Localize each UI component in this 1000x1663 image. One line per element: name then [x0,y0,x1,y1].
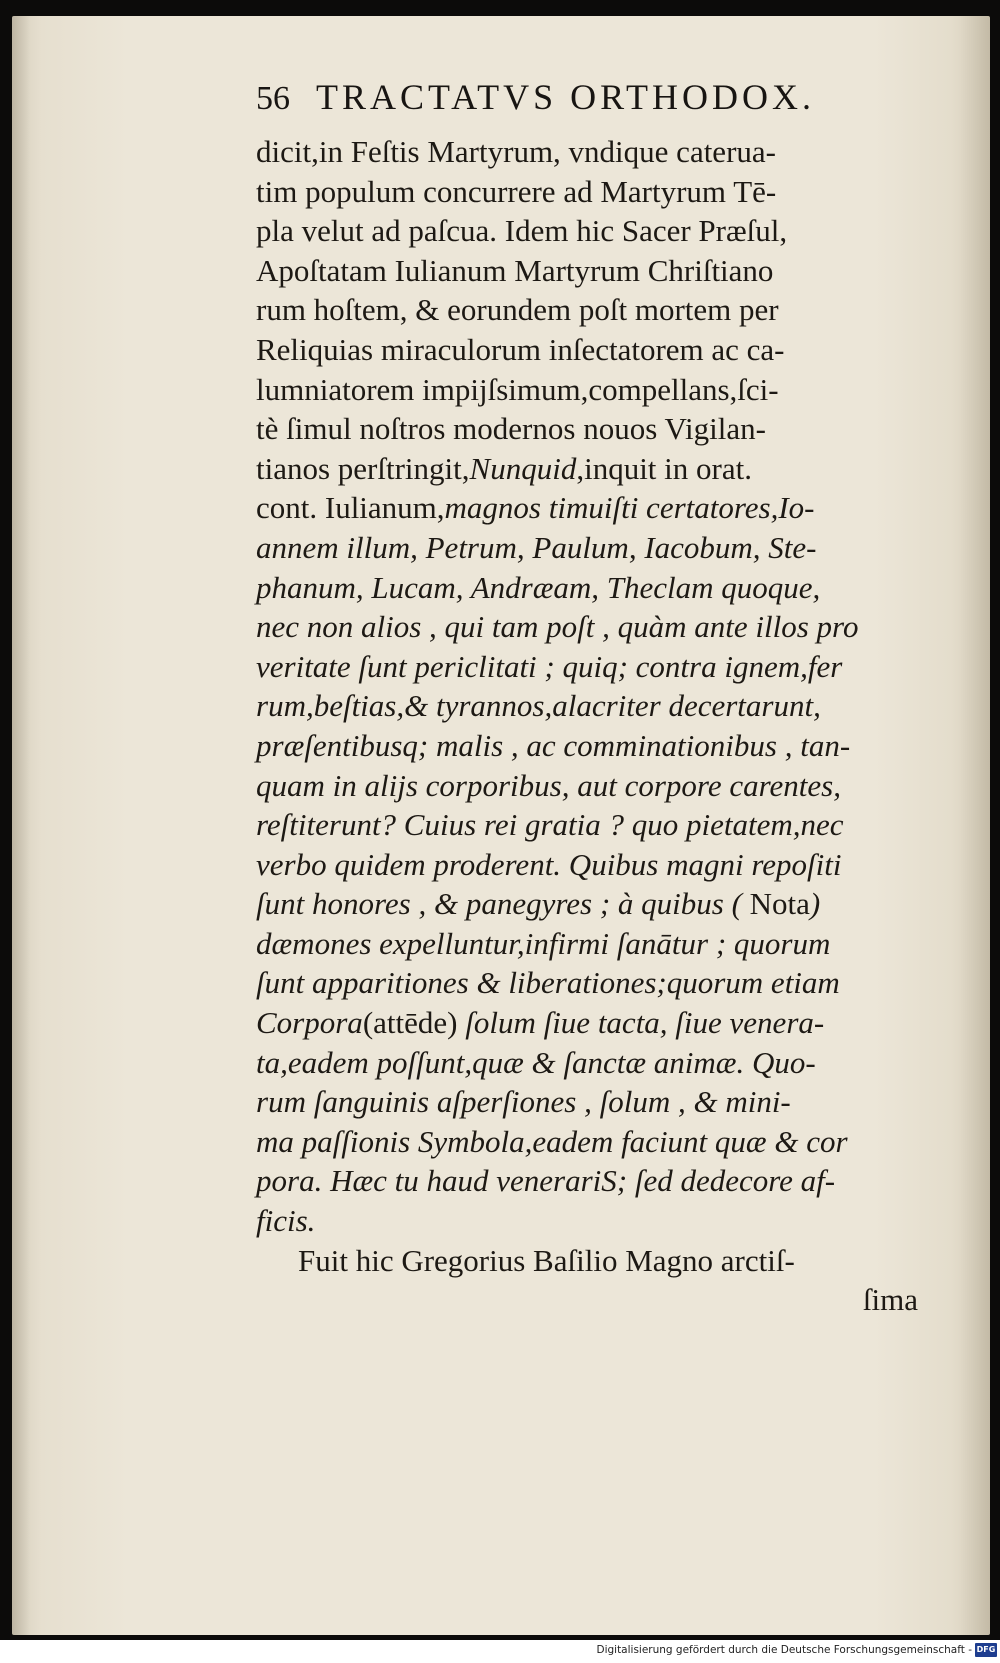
roman-text: Apoſtatam Iulianum Martyrum Chriſtiano [256,252,774,288]
text-line [256,172,976,212]
italic-text: pora. Hæc tu haud venerariS; ſed dedecore af- [256,1163,836,1199]
text-line [256,211,976,251]
text-line [256,370,976,410]
roman-text: tè ſimul noſtros modernos nouos Vigilan- [256,411,766,447]
text-line [256,1003,976,1043]
text-line [256,449,976,489]
roman-text: tim populum concurrere ad Martyrum Tē- [256,173,777,209]
text-line [256,1161,976,1201]
text-line [256,1082,976,1122]
text-line [256,924,976,964]
text-line [256,1122,976,1162]
roman-text: rum hoſtem, & eorundem poſt mortem per [256,292,779,328]
text-line [256,963,976,1003]
text-line [256,726,976,766]
text-line [256,409,976,449]
italic-text: Corpora [256,1005,363,1041]
italic-text: magnos timuiſti certatores,Io- [444,490,815,526]
roman-text: ,inquit in orat. [576,450,752,486]
roman-text: lumniatorem impijſsimum,compellans,ſci- [256,371,779,407]
text-line [256,884,976,924]
italic-text: nec non alios , qui tam poſt , quàm ante illos pro [256,609,859,645]
text-block [256,76,976,1320]
roman-text: dicit,in Feſtis Martyrum, vndique caterua- [256,134,776,169]
text-line [256,528,976,568]
italic-text: quam in alijs corporibus, aut corpore carentes, [256,767,841,803]
italic-text: ficis. [256,1203,316,1239]
running-head: TRACTATVS ORTHODOX. [316,77,815,117]
italic-text: phanum, Lucam, Andræam, Theclam quoque, [256,569,821,605]
text-line [256,647,976,687]
text-line [256,1043,976,1083]
italic-text: ſunt honores , & panegyres ; à quibus ( [256,886,750,922]
italic-text: verbo quidem proderent. Quibus magni repoſiti [256,846,842,882]
page-number: 56 [256,80,290,117]
italic-text: reſtiterunt? Cuius rei gratia ? quo pietatem,nec [256,807,844,843]
italic-text: Nunquid [469,450,577,486]
italic-text: præſentibusq; malis , ac comminationibus , tan- [256,727,851,763]
italic-text: ſolum ſiue tacta, ſiue venera- [465,1005,825,1041]
italic-text: ma paſſionis Symbola,eadem faciunt quæ & cor [256,1123,848,1159]
book-page [12,16,990,1635]
italic-text: ſunt apparitiones & liberationes;quorum etiam [256,965,840,1001]
italic-text: ta,eadem poſſunt,quæ & ſanctæ animæ. Quo- [256,1044,816,1080]
italic-text: rum ſanguinis aſperſiones , ſolum , & mini- [256,1084,791,1120]
roman-text: Fuit hic Gregorius Baſilio Magno arctiſ- [298,1242,795,1278]
text-line [256,330,976,370]
text-line [256,1241,976,1281]
italic-text: dæmones expelluntur,infirmi ſanātur ; quorum [256,925,831,961]
body-text [256,132,976,1320]
text-line [256,1280,976,1320]
text-line [256,251,976,291]
italic-text: annem illum, Petrum, Paulum, Iacobum, Ste- [256,529,817,565]
text-line [256,488,976,528]
text-line [256,290,976,330]
text-line [256,568,976,608]
funding-credit: Digitalisierung gefördert durch die Deutsche Forschungsgemeinschaft - [596,1644,972,1656]
italic-text: veritate ſunt periclitati ; quiq; contra ignem,fer [256,648,843,684]
text-line [256,805,976,845]
italic-text: rum,beſtias,& tyrannos,alacriter decertarunt, [256,688,821,724]
roman-text: Nota [749,886,810,922]
roman-text: Reliquias miraculorum inſectatorem ac ca- [256,331,785,367]
text-line [256,132,976,172]
footer-bar [0,1640,1000,1663]
roman-text: pla velut ad paſcua. Idem hic Sacer Præſul, [256,213,788,249]
italic-text: ) [809,886,821,922]
dfg-logo: DFG [975,1643,997,1657]
text-line [256,607,976,647]
roman-text: (attēde) [362,1005,466,1041]
roman-text: cont. Iulianum, [256,490,445,526]
text-line [256,845,976,885]
text-line [256,686,976,726]
roman-text: ſima [862,1282,918,1318]
page-gutter-shadow [12,16,30,1635]
text-line [256,1201,976,1241]
roman-text: tianos perſtringit, [256,450,470,486]
text-line [256,766,976,806]
page-header [256,76,976,132]
